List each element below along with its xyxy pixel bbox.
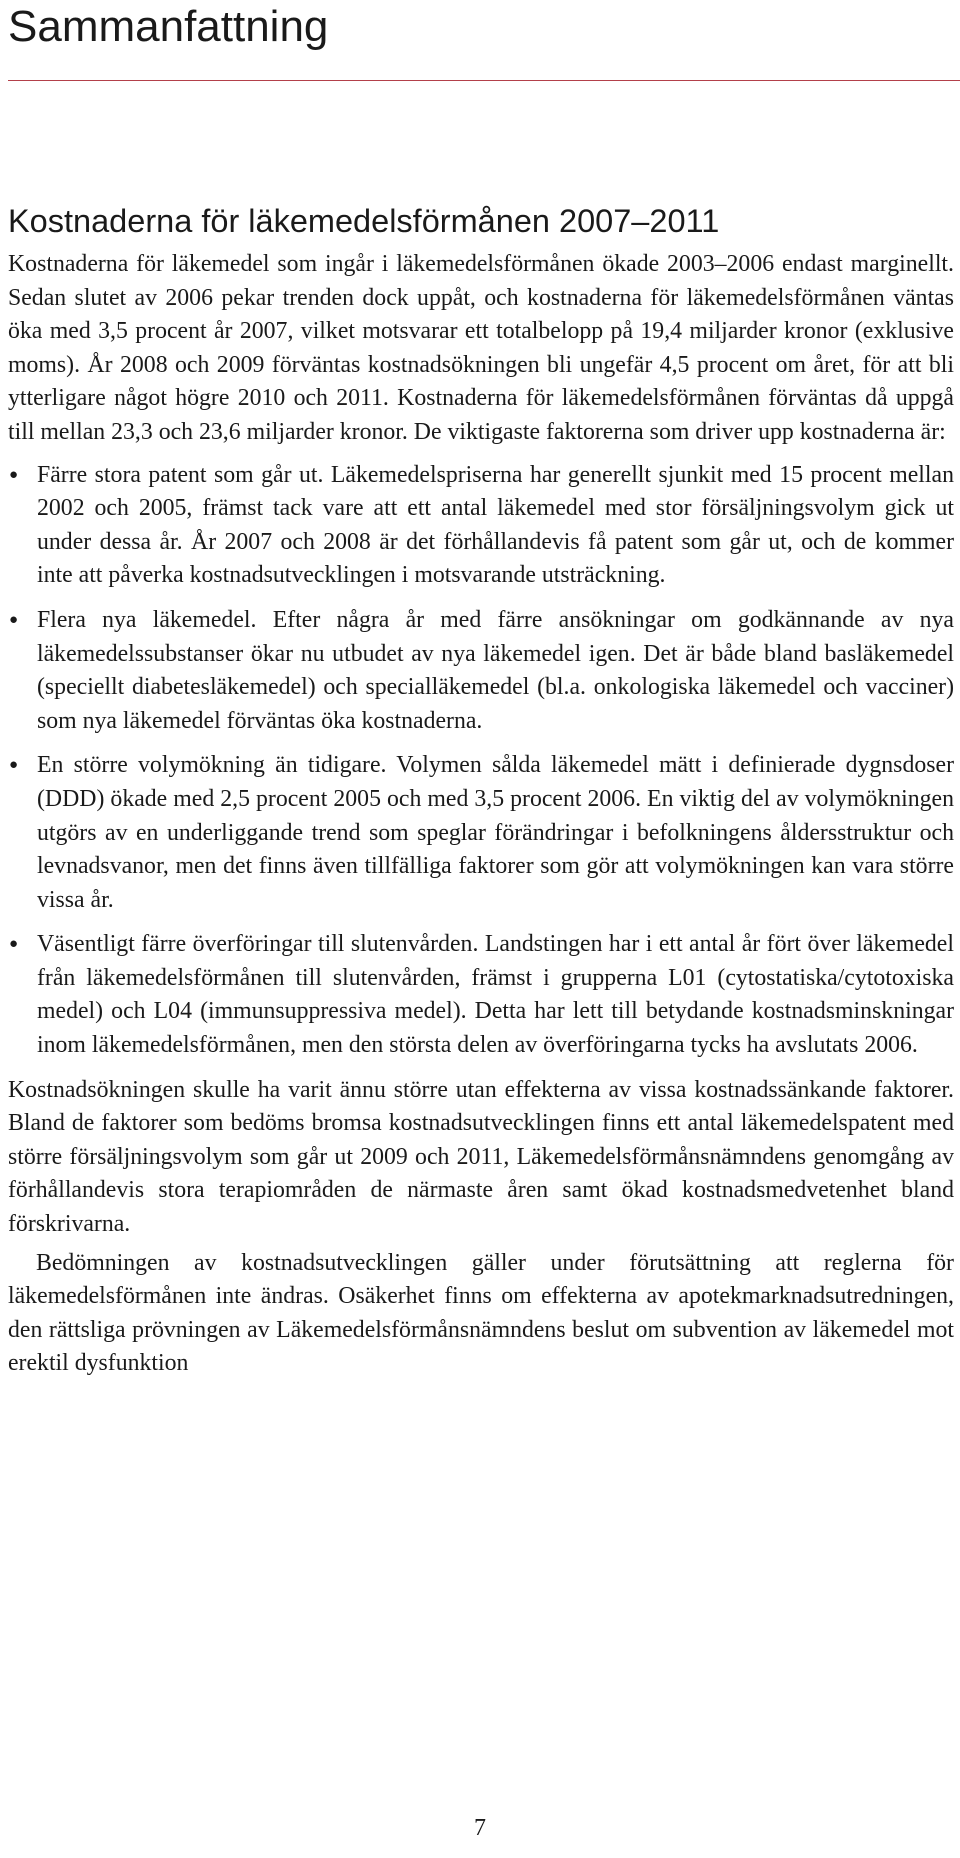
list-item-text: En större volymökning än tidigare. Volymen sålda läkemedel mätt i definierade dygnsdoser (DDD) ökade med 2,5 procent 2005 och med 3,5 procent 2006. En viktig del av volymökningen utgörs av en underliggande trend som speglar förändringar i befolkningens åldersstruktur och levnadsvanor, men det finns även tillfälliga faktorer som gör att volymökningen kan vara större vissa år. [37, 752, 954, 913]
chapter-title: Sammanfattning [8, 2, 329, 51]
section-title: Kostnaderna för läkemedelsförmånen 2007–2011 [8, 203, 720, 239]
main-content [8, 200, 954, 1381]
paragraph-cost-reducing-factors: Kostnadsökningen skulle ha varit ännu större utan effekterna av vissa kostnadssänkande faktorer. Bland de faktorer som bedöms bromsa kostnadsutvecklingen finns ett antal läkemedelspatent med större försäljningsvolym som går ut 2009 och 2011, Läkemedelsförmånsnämndens genomgång av förhållandevis stora terapiområden de närmaste åren samt ökad kostnadsmedvetenhet bland förskrivarna. [8, 1076, 954, 1238]
bullet-icon: ● [9, 466, 19, 483]
list-item [8, 604, 954, 738]
list-item-text: Flera nya läkemedel. Efter några år med färre ansökningar om godkännande av nya läkemedelssubstanser ökar nu utbudet av nya läkemedel igen. Det är både bland basläkemedel (speciellt diabetesläkemedel) och specialläkemedel (bl.a. onkologiska läkemedel och vacciner) som nya läkemedel förväntas öka kostnaderna. [37, 606, 954, 734]
list-item-text: Väsentligt färre överföringar till slutenvården. Landstingen har i ett antal år fört över läkemedel från läkemedelsförmånen till slutenvården, främst i grupperna L01 (cytostatiska/cytotoxiska medel) och L04 (immunsuppressiva medel). Detta har lett till betydande kostnadsminskningar inom läkemedelsförmånen, men den största delen av överföringarna tycks ha avslutats 2006. [37, 931, 954, 1059]
bullet-icon: ● [9, 757, 19, 774]
list-item-text: Färre stora patent som går ut. Läkemedelspriserna har generellt sjunkit med 15 procent mellan 2002 och 2005, främst tack vare att ett antal läkemedel med stor försäljningsvolym gick ut under dessa år. År 2007 och 2008 är det förhållandevis få patent som går ut, och de kommer inte att påverka kostnadsutvecklingen i motsvarande utsträckning. [37, 461, 954, 589]
cost-drivers-list [8, 459, 954, 1063]
intro-paragraph: Kostnaderna för läkemedel som ingår i läkemedelsförmånen ökade 2003–2006 endast marginellt. Sedan slutet av 2006 pekar trenden dock uppåt, och kostnaderna för läkemedelsförmånen väntas öka med 3,5 procent år 2007, vilket motsvarar ett totalbelopp på 19,4 miljarder kronor (exklusive moms). År 2008 och 2009 förväntas kostnadsökningen bli ungefär 4,5 procent om året, för att bli ytterligare något högre 2010 och 2011. Kostnaderna för läkemedelsförmånen förväntas då uppgå till mellan 23,3 och 23,6 miljarder kronor. De viktigaste faktorerna som driver upp kostnaderna är: [8, 251, 954, 445]
list-item [8, 459, 954, 593]
paragraph-assessment: Bedömningen av kostnadsutvecklingen gäller under förutsättning att reglerna för läkemedelsförmånen inte ändras. Osäkerhet finns om effekterna av apotekmarknadsutredningen, den rättsliga prövningen av Läkemedelsförmånsnämndens beslut om subvention av läkemedel mot erektil dysfunktion [8, 1249, 954, 1377]
title-rule [8, 80, 960, 81]
list-item [8, 749, 954, 917]
bullet-icon: ● [9, 936, 19, 953]
page-number: 7 [474, 1815, 486, 1841]
bullet-icon: ● [9, 611, 19, 628]
list-item [8, 928, 954, 1062]
